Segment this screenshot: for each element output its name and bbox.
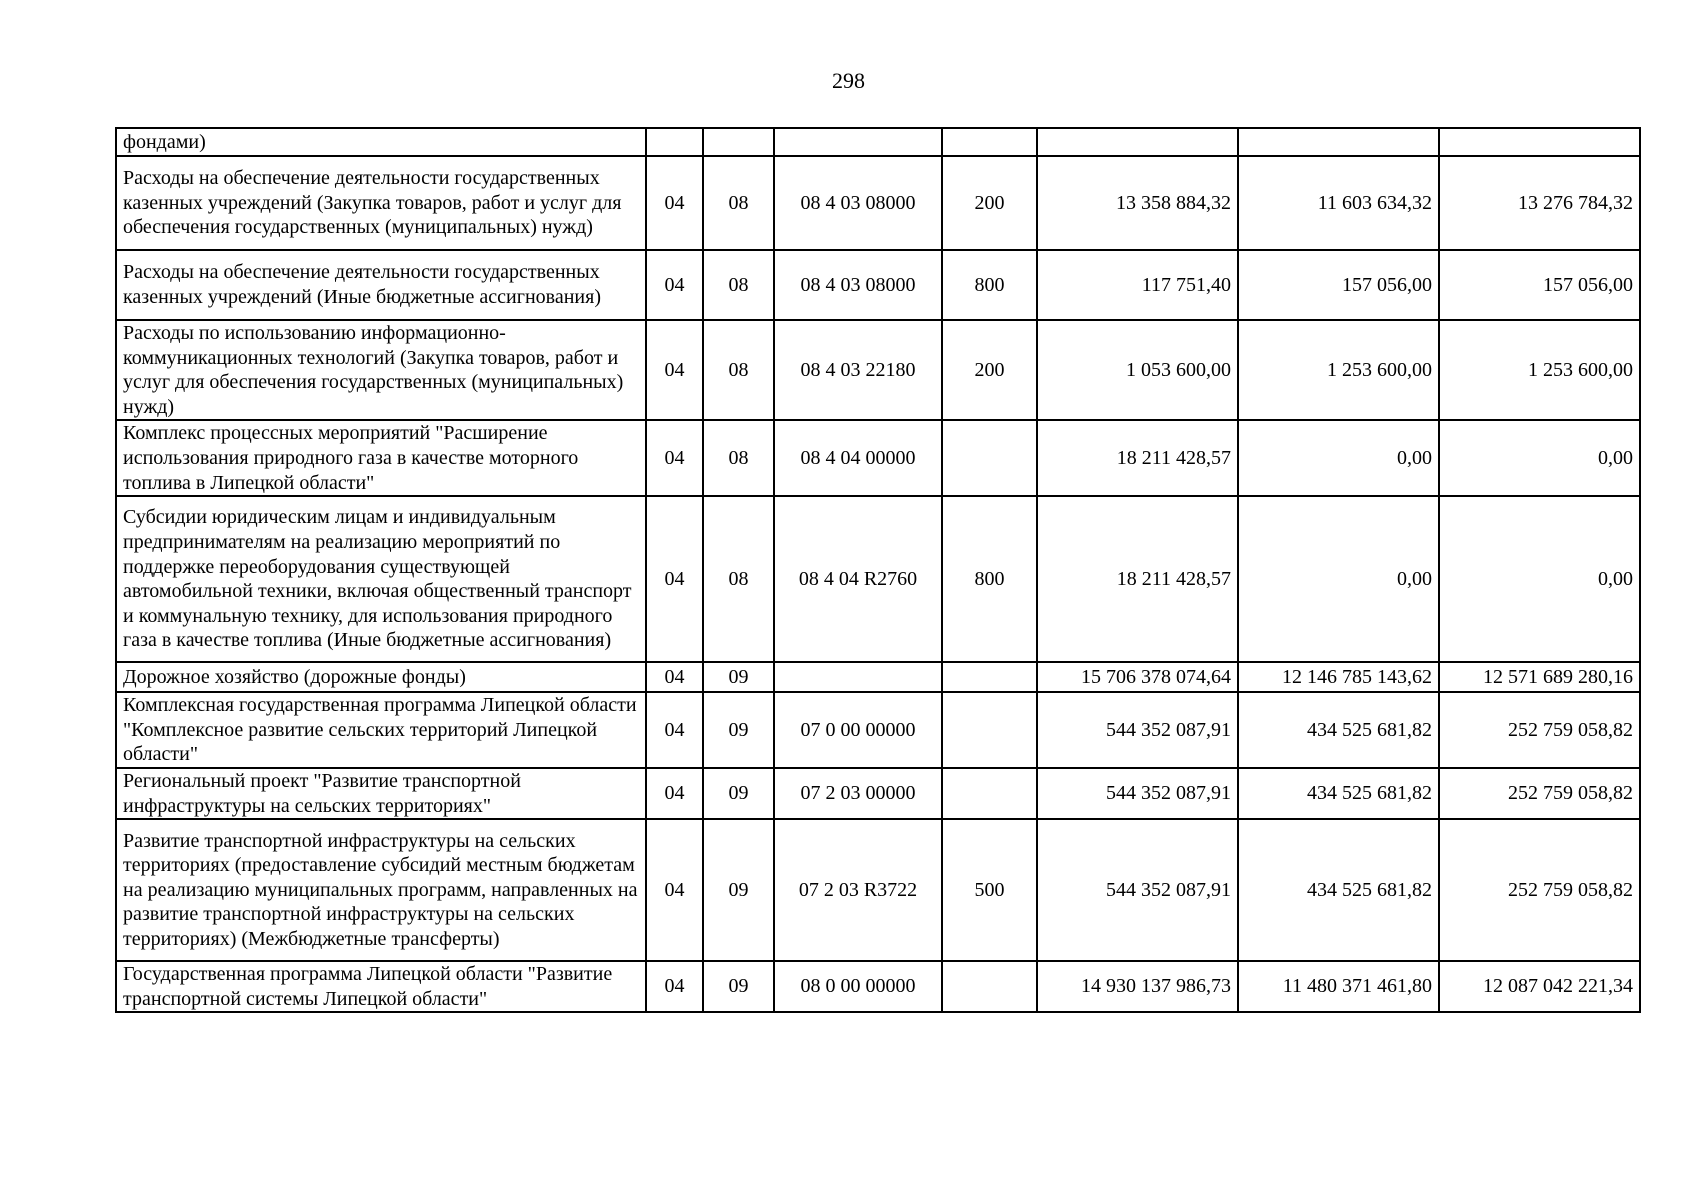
amount-year-1-cell: 15 706 378 074,64 [1037, 662, 1238, 692]
amount-year-3-cell: 157 056,00 [1439, 250, 1640, 320]
subsection-code-cell: 09 [703, 768, 774, 819]
item-name-cell: Дорожное хозяйство (дорожные фонды) [116, 662, 646, 692]
item-name-cell: Региональный проект "Развитие транспортной инфраструктуры на сельских территориях" [116, 768, 646, 819]
amount-year-1-cell: 544 352 087,91 [1037, 692, 1238, 768]
table-row [116, 128, 1640, 156]
table-row [116, 250, 1640, 320]
item-name-cell: Комплекс процессных мероприятий "Расширение использования природного газа в качестве моторного топлива в Липецкой области" [116, 420, 646, 496]
expense-type-cell: 800 [942, 496, 1037, 662]
item-name-cell: Развитие транспортной инфраструктуры на сельских территориях (предоставление субсидий местным бюджетам на реализацию муниципальных программ, направленных на развитие транспортной инфраструктуры на сельских территориях) (Межбюджетные трансферты) [116, 819, 646, 961]
table-row [116, 768, 1640, 819]
amount-year-2-cell: 434 525 681,82 [1238, 819, 1439, 961]
amount-year-3-cell: 12 087 042 221,34 [1439, 961, 1640, 1012]
subsection-code-cell: 08 [703, 496, 774, 662]
target-article-cell: 08 4 04 00000 [774, 420, 942, 496]
subsection-code-cell: 09 [703, 819, 774, 961]
table-row [116, 961, 1640, 1012]
amount-year-1-cell: 14 930 137 986,73 [1037, 961, 1238, 1012]
amount-year-2-cell: 0,00 [1238, 420, 1439, 496]
amount-year-2-cell: 157 056,00 [1238, 250, 1439, 320]
expense-type-cell [942, 768, 1037, 819]
subsection-code-cell: 08 [703, 420, 774, 496]
amount-year-3-cell [1439, 128, 1640, 156]
item-name-cell: фондами) [116, 128, 646, 156]
subsection-code-cell: 09 [703, 692, 774, 768]
item-name-cell: Расходы по использованию информационно-коммуникационных технологий (Закупка товаров, работ и услуг для обеспечения государственных (муниципальных) нужд) [116, 320, 646, 420]
table-row [116, 156, 1640, 250]
expense-type-cell: 200 [942, 156, 1037, 250]
expense-type-cell [942, 692, 1037, 768]
expense-type-cell: 800 [942, 250, 1037, 320]
amount-year-2-cell: 1 253 600,00 [1238, 320, 1439, 420]
expense-type-cell [942, 961, 1037, 1012]
subsection-code-cell: 08 [703, 156, 774, 250]
amount-year-2-cell [1238, 128, 1439, 156]
section-code-cell: 04 [646, 819, 703, 961]
target-article-cell: 07 2 03 R3722 [774, 819, 942, 961]
item-name-cell: Государственная программа Липецкой области "Развитие транспортной системы Липецкой области" [116, 961, 646, 1012]
page-number: 298 [832, 68, 865, 93]
amount-year-1-cell: 1 053 600,00 [1037, 320, 1238, 420]
amount-year-1-cell: 18 211 428,57 [1037, 420, 1238, 496]
amount-year-1-cell: 18 211 428,57 [1037, 496, 1238, 662]
section-code-cell: 04 [646, 961, 703, 1012]
target-article-cell: 08 4 03 08000 [774, 250, 942, 320]
target-article-cell: 08 4 04 R2760 [774, 496, 942, 662]
amount-year-2-cell: 434 525 681,82 [1238, 692, 1439, 768]
table-row [116, 819, 1640, 961]
expense-type-cell [942, 662, 1037, 692]
amount-year-3-cell: 252 759 058,82 [1439, 768, 1640, 819]
amount-year-3-cell: 13 276 784,32 [1439, 156, 1640, 250]
item-name-cell: Расходы на обеспечение деятельности государственных казенных учреждений (Иные бюджетные ассигнования) [116, 250, 646, 320]
section-code-cell: 04 [646, 496, 703, 662]
amount-year-1-cell: 544 352 087,91 [1037, 768, 1238, 819]
amount-year-1-cell: 117 751,40 [1037, 250, 1238, 320]
section-code-cell: 04 [646, 250, 703, 320]
target-article-cell [774, 128, 942, 156]
amount-year-2-cell: 11 603 634,32 [1238, 156, 1439, 250]
subsection-code-cell: 08 [703, 250, 774, 320]
budget-table [115, 127, 1641, 1013]
target-article-cell: 08 4 03 22180 [774, 320, 942, 420]
amount-year-3-cell: 252 759 058,82 [1439, 692, 1640, 768]
item-name-cell: Субсидии юридическим лицам и индивидуальным предпринимателям на реализацию мероприятий по поддержке переоборудования существующей автомобильной техники, включая общественный транспорт и коммунальную технику, для использования природного газа в качестве топлива (Иные бюджетные ассигнования) [116, 496, 646, 662]
expense-type-cell: 500 [942, 819, 1037, 961]
subsection-code-cell: 09 [703, 961, 774, 1012]
amount-year-1-cell: 544 352 087,91 [1037, 819, 1238, 961]
table-row [116, 692, 1640, 768]
target-article-cell: 08 0 00 00000 [774, 961, 942, 1012]
table-row [116, 420, 1640, 496]
amount-year-1-cell: 13 358 884,32 [1037, 156, 1238, 250]
section-code-cell: 04 [646, 662, 703, 692]
section-code-cell: 04 [646, 320, 703, 420]
section-code-cell: 04 [646, 768, 703, 819]
item-name-cell: Комплексная государственная программа Липецкой области "Комплексное развитие сельских территорий Липецкой области" [116, 692, 646, 768]
amount-year-2-cell: 12 146 785 143,62 [1238, 662, 1439, 692]
subsection-code-cell: 08 [703, 320, 774, 420]
amount-year-3-cell: 252 759 058,82 [1439, 819, 1640, 961]
amount-year-3-cell: 0,00 [1439, 420, 1640, 496]
amount-year-3-cell: 1 253 600,00 [1439, 320, 1640, 420]
target-article-cell: 07 2 03 00000 [774, 768, 942, 819]
section-code-cell: 04 [646, 156, 703, 250]
amount-year-1-cell [1037, 128, 1238, 156]
section-code-cell: 04 [646, 692, 703, 768]
amount-year-2-cell: 11 480 371 461,80 [1238, 961, 1439, 1012]
table-body [116, 128, 1640, 1012]
amount-year-2-cell: 0,00 [1238, 496, 1439, 662]
target-article-cell: 08 4 03 08000 [774, 156, 942, 250]
section-code-cell [646, 128, 703, 156]
target-article-cell: 07 0 00 00000 [774, 692, 942, 768]
subsection-code-cell [703, 128, 774, 156]
amount-year-2-cell: 434 525 681,82 [1238, 768, 1439, 819]
item-name-cell: Расходы на обеспечение деятельности государственных казенных учреждений (Закупка товаров, работ и услуг для обеспечения государственных (муниципальных) нужд) [116, 156, 646, 250]
amount-year-3-cell: 12 571 689 280,16 [1439, 662, 1640, 692]
expense-type-cell [942, 128, 1037, 156]
target-article-cell [774, 662, 942, 692]
table-row [116, 320, 1640, 420]
subsection-code-cell: 09 [703, 662, 774, 692]
expense-type-cell [942, 420, 1037, 496]
table-row [116, 662, 1640, 692]
section-code-cell: 04 [646, 420, 703, 496]
amount-year-3-cell: 0,00 [1439, 496, 1640, 662]
table-row [116, 496, 1640, 662]
expense-type-cell: 200 [942, 320, 1037, 420]
